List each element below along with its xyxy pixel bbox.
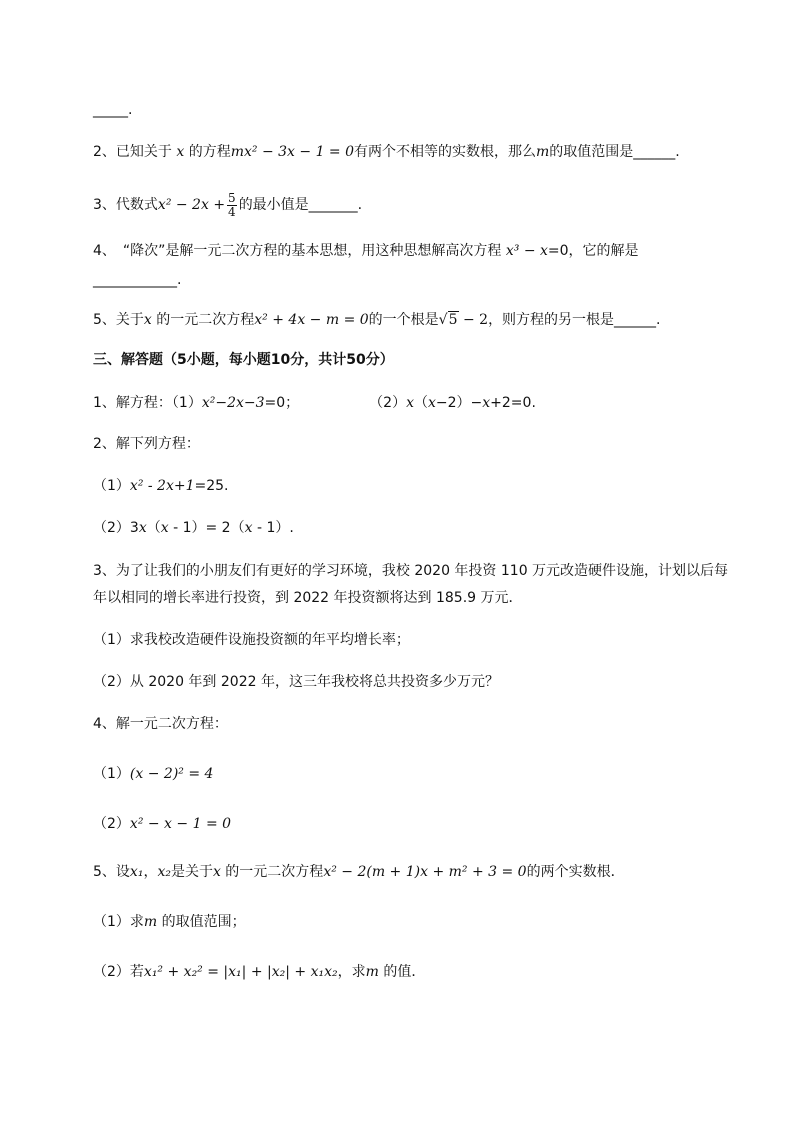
fraction [227, 192, 237, 219]
problem-2-part-2 [93, 518, 294, 538]
text: ，求 [337, 964, 366, 980]
text: +2=0. [490, 395, 536, 411]
text: （2）3 [93, 520, 139, 536]
math-var: m [365, 964, 379, 980]
math-equation: x² − 2(m + 1)x + m² + 3 = 0 [323, 864, 527, 880]
text: 的取值范围； [157, 914, 246, 930]
text: 5、关于 [93, 312, 144, 328]
text: （ [146, 520, 161, 536]
problem-1 [93, 393, 536, 413]
text: （2）若 [93, 964, 144, 980]
question-4-blank [93, 270, 181, 290]
text: - 1）= 2（ [168, 520, 245, 536]
math-var: x₂ [157, 864, 171, 880]
section-heading [93, 350, 394, 370]
math-var: x [160, 520, 169, 536]
problem-3-part-2 [93, 672, 499, 692]
fraction-numerator: 5 [228, 190, 236, 205]
text: 的值． [378, 964, 426, 980]
text: ， [143, 864, 158, 880]
sqrt-radicand: 5 [448, 312, 458, 328]
text: （ [413, 395, 428, 411]
text: 有两个不相等的实数根，那么 [354, 144, 537, 160]
text: （1） [93, 766, 130, 782]
line-blank-continuation [93, 100, 132, 120]
text: 5、设 [93, 864, 130, 880]
problem-4 [93, 714, 228, 734]
text: 的方程 [184, 144, 231, 160]
text: - 1）. [252, 520, 294, 536]
text: （2）从 2020 年到 2022 年，这三年我校将总共投资多少万元？ [93, 674, 499, 690]
problem-4-part-2 [93, 814, 231, 834]
text: 的一元二次方程 [151, 312, 255, 328]
text: （1）求 [93, 914, 144, 930]
problem-3-line-2 [93, 588, 523, 608]
text: 3、为了让我们的小朋友们有更好的学习环境，我校 2020 年投资 110 万元改造硬件设施，计划以后每 [93, 563, 729, 579]
text: −2）− [435, 395, 483, 411]
math-var: m [143, 914, 158, 930]
text: （1） [93, 478, 130, 494]
math-var: x [138, 520, 147, 536]
text: 的取值范围是______. [549, 144, 680, 160]
math-equation: (x − 2)² = 4 [129, 766, 214, 782]
problem-5 [93, 862, 625, 882]
math-var: x [427, 395, 436, 411]
text: 2、已知关于 [93, 144, 177, 160]
text: 3、代数式 [93, 197, 158, 213]
sqrt-expression: √5 [438, 312, 458, 328]
question-4 [93, 241, 639, 261]
answer-blank: _____. [93, 102, 133, 118]
problem-4-part-1 [93, 764, 213, 784]
math-var: x [143, 312, 152, 328]
text: 的一元二次方程 [220, 864, 324, 880]
text: =0； [264, 395, 300, 411]
fraction-denominator: 4 [228, 204, 236, 219]
math-expression: x²−2x−3 [201, 395, 265, 411]
text: 2、解下列方程： [93, 436, 200, 452]
text: 1、解方程：（1） [93, 395, 202, 411]
math-var: m [536, 144, 550, 160]
math-var: x [176, 144, 185, 160]
math-var: x [406, 395, 414, 411]
math-equation: mx² − 3x − 1 = 0 [230, 144, 355, 160]
problem-3-line-1 [93, 561, 728, 581]
math-expression: x² - 2x+1 [129, 478, 195, 494]
problem-3-part-1 [93, 630, 410, 650]
section-title: 三、解答题（5小题，每小题10分，共计50分） [93, 352, 394, 368]
text: （2） [369, 395, 407, 411]
text: ，则方程的另一根是______. [488, 312, 661, 328]
text: =0，它的解是 [547, 243, 639, 259]
question-5 [93, 310, 661, 330]
math-expression: x³ − x [505, 243, 548, 259]
math-var: x [212, 864, 221, 880]
answer-blank: ____________. [93, 272, 182, 288]
math-var: x [244, 520, 253, 536]
text: 年以相同的增长率进行投资，到 2022 年投资额将达到 185.9 万元． [93, 590, 523, 606]
text: 4、解一元二次方程： [93, 716, 228, 732]
math-equation: x² + 4x − m = 0 [254, 312, 369, 328]
question-2 [93, 142, 680, 162]
math-expression: x² − 2x + [157, 197, 226, 213]
question-3 [93, 190, 362, 220]
text: （1）求我校改造硬件设施投资额的年平均增长率； [93, 632, 410, 648]
math-equation: x² − x − 1 = 0 [129, 816, 232, 832]
problem-2 [93, 434, 200, 454]
text: 4、 “降次”是解一元二次方程的基本思想，用这种思想解高次方程 [93, 243, 506, 259]
problem-2-part-1 [93, 476, 229, 496]
text: 的一个根是 [368, 312, 439, 328]
text: 的最小值是_______. [238, 197, 363, 213]
problem-5-part-1 [93, 912, 246, 932]
math-var: x [482, 395, 491, 411]
text: 是关于 [170, 864, 213, 880]
text: =25. [194, 478, 229, 494]
math-expression: − 2 [458, 312, 489, 328]
text: 的两个实数根． [526, 864, 625, 880]
math-equation: x₁² + x₂² = |x₁| + |x₂| + x₁x₂ [143, 964, 338, 980]
problem-5-part-2 [93, 962, 425, 982]
math-var: x₁ [129, 864, 144, 880]
text: （2） [93, 816, 130, 832]
